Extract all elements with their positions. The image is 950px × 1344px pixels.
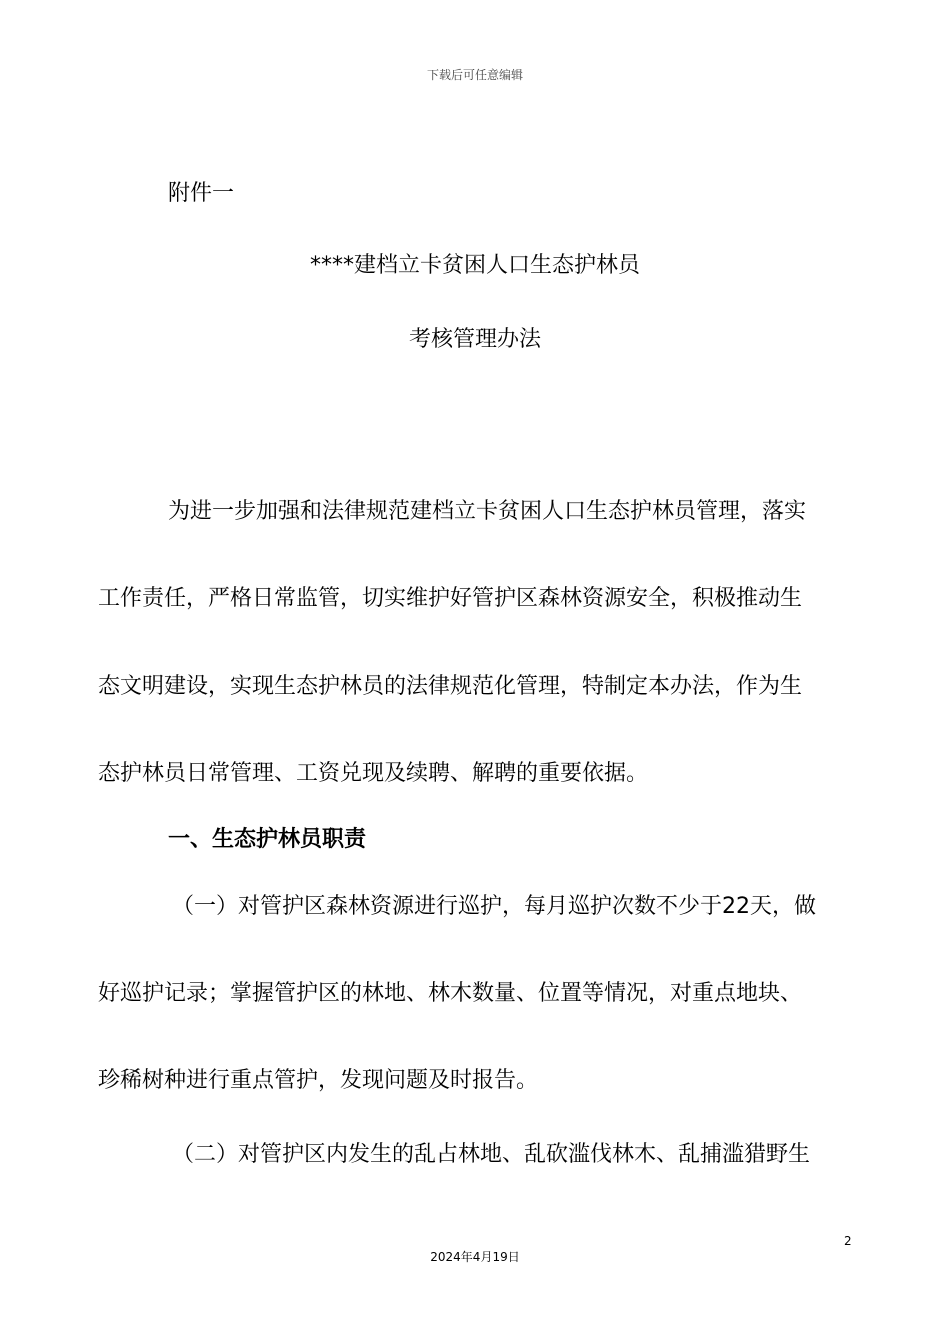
section-heading-duties: 一、生态护林员职责 xyxy=(168,827,367,852)
item-1-line-1: （一）对管护区森林资源进行巡护，每月巡护次数不少于22天，做 xyxy=(172,894,816,919)
annex-label: 附件一 xyxy=(168,181,235,206)
document-title-line-1: ****建档立卡贫困人口生态护林员 xyxy=(309,253,640,278)
intro-line-4: 态护林员日常管理、工资兑现及续聘、解聘的重要依据。 xyxy=(98,761,649,786)
intro-line-1: 为进一步加强和法律规范建档立卡贫困人口生态护林员管理，落实 xyxy=(168,499,807,524)
item-1-line-3: 珍稀树种进行重点管护，发现问题及时报告。 xyxy=(98,1068,539,1093)
page-header: 下载后可任意编辑 xyxy=(426,68,523,82)
intro-line-2: 工作责任，严格日常监管，切实维护好管护区森林资源安全，积极推动生 xyxy=(98,586,803,611)
intro-line-3: 态文明建设，实现生态护林员的法律规范化管理，特制定本办法，作为生 xyxy=(98,674,803,699)
page-number: 2 xyxy=(844,1234,852,1248)
item-2-line-1: （二）对管护区内发生的乱占林地、乱砍滥伐林木、乱捕滥猎野生 xyxy=(172,1142,811,1167)
item-1-line-2: 好巡护记录；掌握管护区的林地、林木数量、位置等情况，对重点地块、 xyxy=(98,981,803,1006)
footer-date: 2024年4月19日 xyxy=(430,1250,520,1264)
document-title-line-2: 考核管理办法 xyxy=(408,327,541,352)
